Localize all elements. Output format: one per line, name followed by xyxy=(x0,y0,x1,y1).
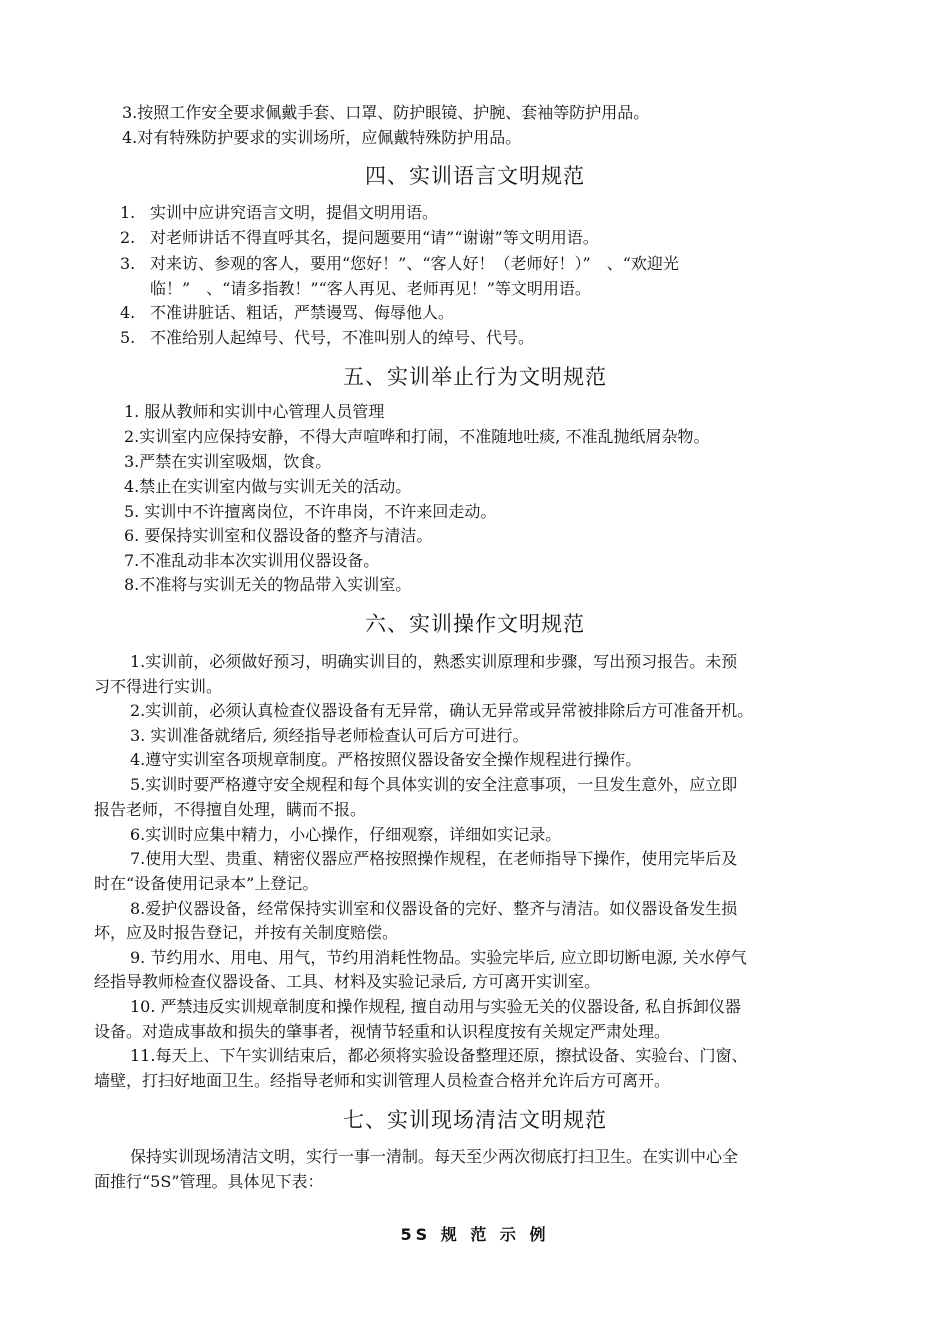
item-number: 3. xyxy=(120,254,136,273)
section4-item-continuation xyxy=(120,277,591,301)
section6-line: 习不得进行实训。 xyxy=(94,677,223,696)
section6-line: 2.实训前，必须认真检查仪器设备有无异常，确认无异常或异常被排除后方可准备开机。 xyxy=(130,701,754,720)
top-item-4: 4.对有特殊防护要求的实训场所，应佩戴特殊防护用品。 xyxy=(122,128,522,147)
section6-line: 坏，应及时报告登记，并按有关制度赔偿。 xyxy=(94,923,399,942)
section6-title: 六、实训操作文明规范 xyxy=(365,612,585,636)
section6-line: 11.每天上、下午实训结束后，都必须将实验设备整理还原，擦拭设备、实验台、门窗、 xyxy=(130,1046,748,1065)
section5-item: 3.严禁在实训室吸烟，饮食。 xyxy=(124,452,332,471)
section6-line: 9. 节约用水、用电、用气，节约用消耗性物品。实验完毕后, 应立即切断电源, 关水停气 xyxy=(130,948,747,967)
section6-line: 3. 实训准备就绪后, 须经指导老师检查认可后方可进行。 xyxy=(130,726,529,745)
section6-line: 设备。对造成事故和损失的肇事者，视情节轻重和认识程度按有关规定严肃处理。 xyxy=(94,1022,671,1041)
section6-line: 报告老师，不得擅自处理，瞒而不报。 xyxy=(94,800,367,819)
item-text: 实训中应讲究语言文明，提倡文明用语。 xyxy=(150,203,439,222)
section5-item: 1. 服从教师和实训中心管理人员管理 xyxy=(124,402,385,421)
item-number: 2. xyxy=(120,228,136,247)
item-text: 临！” 、“请多指教！”“客人再见、老师再见！”等文明用语。 xyxy=(150,279,591,298)
section5-item: 2.实训室内应保持安静，不得大声喧哗和打闹，不准随地吐痰, 不准乱抛纸屑杂物。 xyxy=(124,427,710,446)
section7-line: 保持实训现场清洁文明，实行一事一清制。每天至少两次彻底打扫卫生。在实训中心全 xyxy=(130,1147,739,1166)
section6-line: 5.实训时要严格遵守安全规程和每个具体实训的安全注意事项，一旦发生意外，应立即 xyxy=(130,775,738,794)
section6-line: 墙壁，打扫好地面卫生。经指导老师和实训管理人员检查合格并允许后方可离开。 xyxy=(94,1071,671,1090)
section6-line: 4.遵守实训室各项规章制度。严格按照仪器设备安全操作规程进行操作。 xyxy=(130,750,642,769)
item-text: 对来访、参观的客人，要用“您好！”、“客人好！（老师好！）” 、“欢迎光 xyxy=(150,254,679,273)
section6-line: 10. 严禁违反实训规章制度和操作规程, 擅自动用与实验无关的仪器设备, 私自拆卸仪器 xyxy=(130,997,741,1016)
item-text: 不准给别人起绰号、代号，不准叫别人的绰号、代号。 xyxy=(150,328,535,347)
table-title: 5S 规 范 示 例 xyxy=(400,1225,550,1244)
section5-item: 8.不准将与实训无关的物品带入实训室。 xyxy=(124,575,412,594)
section4-title: 四、实训语言文明规范 xyxy=(365,164,585,188)
section6-line: 7.使用大型、贵重、精密仪器应严格按照操作规程，在老师指导下操作，使用完毕后及 xyxy=(130,849,738,868)
section5-item: 4.禁止在实训室内做与实训无关的活动。 xyxy=(124,477,412,496)
section4-item xyxy=(120,201,438,225)
item-text: 对老师讲话不得直呼其名，提问题要用“请”“谢谢”等文明用语。 xyxy=(150,228,599,247)
section5-title: 五、实训举止行为文明规范 xyxy=(343,365,607,389)
section6-line: 8.爱护仪器设备，经常保持实训室和仪器设备的完好、整齐与清洁。如仪器设备发生损 xyxy=(130,899,738,918)
item-number: 1. xyxy=(120,203,136,222)
section6-line: 经指导教师检查仪器设备、工具、材料及实验记录后, 方可离开实训室。 xyxy=(94,972,601,991)
section4-item xyxy=(120,252,679,276)
section4-item xyxy=(120,326,534,350)
section4-item xyxy=(120,301,454,325)
section6-line: 1.实训前，必须做好预习，明确实训目的，熟悉实训原理和步骤，写出预习报告。未预 xyxy=(130,652,738,671)
section7-title: 七、实训现场清洁文明规范 xyxy=(343,1108,607,1132)
item-number: 5. xyxy=(120,328,136,347)
section5-item: 7.不准乱动非本次实训用仪器设备。 xyxy=(124,551,380,570)
item-text: 不准讲脏话、粗话，严禁谩骂、侮辱他人。 xyxy=(150,303,455,322)
section6-line: 时在“设备使用记录本”上登记。 xyxy=(94,874,319,893)
section7-line: 面推行“5S”管理。具体见下表： xyxy=(94,1172,324,1191)
top-item-3: 3.按照工作安全要求佩戴手套、口罩、防护眼镜、护腕、套袖等防护用品。 xyxy=(122,103,650,122)
section5-item: 6. 要保持实训室和仪器设备的整齐与清洁。 xyxy=(124,526,433,545)
section4-item xyxy=(120,226,599,250)
item-number: 4. xyxy=(120,303,136,322)
section5-item: 5. 实训中不许擅离岗位，不许串岗，不许来回走动。 xyxy=(124,502,497,521)
section6-line: 6.实训时应集中精力，小心操作，仔细观察，详细如实记录。 xyxy=(130,825,562,844)
